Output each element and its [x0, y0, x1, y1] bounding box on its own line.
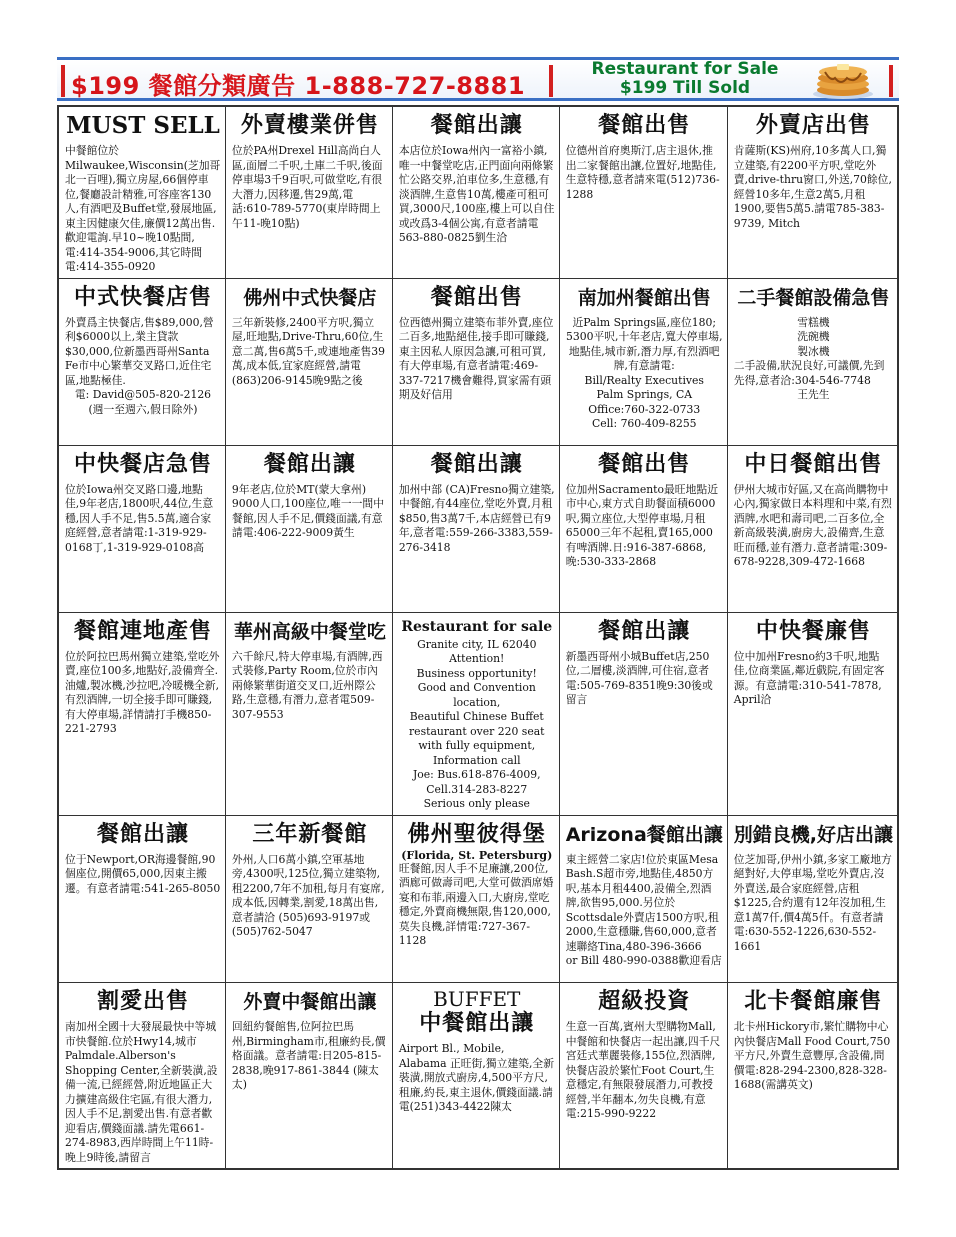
ad-line: Business opportunity! — [416, 666, 537, 680]
classified-ads-grid — [57, 105, 899, 1170]
ad-kansas-takeout — [728, 107, 897, 279]
ad-granite-city-buffet — [393, 613, 560, 816]
ad-body: 位加州Sacramento最旺地點近市中心,東方式自助餐面積6000呎,獨立座位,大型停車場,月租65000三年不起租,賣165,000有啤酒牌.日:916-387-6868,晚:530-333-2868 — [565, 482, 718, 569]
ad-new-mexico-buffet — [560, 613, 728, 816]
ad-title: 外賣樓業併售 — [240, 113, 379, 138]
ad-title: 南加州餐館出售 — [577, 286, 711, 309]
ad-body: 外賣爲主快餐店,售$89,000,營利$6000以上,業主貸款$30,000,位新墨西哥州Santa Fe市中心繁華交叉路口,近住宅區,地點極佳. — [65, 315, 214, 387]
ad-body: 肯薩斯(KS)州府,10多萬人口,獨立建築,有2200平方呎,堂吃外賣,drive-thru窗口,外送,70餘位,經營10多年,生意2萬5,月租1900,要售5萬5.請電785-383-9739, Mitch — [733, 144, 892, 230]
ad-fresno-fastfood — [728, 613, 897, 816]
ad-line: Cell: 760-409-8255 — [591, 417, 697, 430]
ad-subtitle: (Florida, St. Petersburg) — [401, 848, 553, 862]
pancake-stack-icon — [811, 56, 875, 100]
ad-newport-oregon — [59, 816, 226, 983]
ad-body: 位于Newport,OR海邊餐館,90個座位,開價65,000,因東主搬遷。有意者請電:541-265-8050 — [65, 852, 221, 895]
ad-washington-dine-in — [226, 613, 393, 816]
ad-body: 東主經營二家店!位於東區Mesa Bash.S超市旁,地點佳,4850方呎,基本月租4400,設備全,烈酒牌,欲售95,000.另位於Scottsdale外賣店1500方呎,租2000,生意穩賺,售60,000,意者速聯絡Tina,480-396-3666 — [565, 852, 719, 953]
right-red-bar — [889, 65, 893, 97]
middle-red-bar — [549, 65, 553, 97]
ad-title: 餐館出售 — [430, 284, 523, 310]
ad-title: 割愛出售 — [96, 989, 189, 1014]
ad-used-equipment — [728, 279, 897, 446]
ad-line: Joe: Bus.618-876-4009, — [412, 768, 541, 782]
ad-title-en: BUFFET — [433, 987, 521, 1011]
ad-chinese-japanese-restaurant — [728, 446, 897, 613]
ad-austin-restaurant — [560, 107, 728, 279]
left-red-bar — [61, 65, 65, 97]
ad-arizona-restaurant — [560, 816, 728, 983]
ad-title: 北卡餐館廉售 — [744, 989, 883, 1014]
ad-title: MUST SELL — [66, 112, 220, 139]
ad-west-texas-restaurant — [393, 279, 560, 446]
ad-line: 雪糕機 — [797, 315, 830, 329]
ad-body: 六千餘尺,特大停車場,有酒牌,西式裝修,Party Room,位於市內兩條繁華街道交叉口,近州際公路,生意穩,有潛力,意者電509-307-9553 — [231, 649, 383, 721]
ad-body: Airport Bl., Mobile, Alabama 正旺街,獨立建築,全新裝潢,開放式廚房,4,500平方尺,租廉,約長,東主退休,價錢面議.請電(251)343-4422陳太 — [398, 1042, 554, 1113]
ad-title: 餐館出讓 — [263, 451, 356, 477]
ad-palmdale-fastfood — [59, 983, 226, 1168]
header-right-line1: Restaurant for Sale — [591, 59, 779, 79]
ad-title: 中快餐店急售 — [73, 451, 212, 477]
ad-body: 伊州大城市好區,又在高尚購物中心內,獨家做日本料理和中菜,有烈酒牌,水吧和壽司吧,二百多位,全新高級裝潢,廚房大,設備齊,生意旺而穩,並有潛力.意者請電:309-678-9228,309-472-1668 — [733, 482, 892, 569]
ad-alabama-with-property — [59, 613, 226, 816]
ad-body: 位德州首府奧斯汀,店主退休,推出二家餐館出讓,位置好,地點佳,生意特穩,意者請來電(512)736-1288 — [565, 144, 720, 201]
ad-title: 中快餐廉售 — [755, 618, 871, 644]
ad-super-investment — [560, 983, 728, 1168]
ad-body: 新墨西哥州小城Buffet店,250位,二層樓,淡酒牌,可住宿,意者電:505-769-8351晚9:30後或留言 — [565, 649, 713, 707]
ad-contact-hours: (週一至週六,假日除外) — [88, 402, 198, 416]
ad-line: Office:760-322-0733 — [588, 402, 701, 416]
ad-body: 中餐館位於Milwaukee,Wisconsin(芝加哥北一百哩),獨立房屋,66個停車位,餐廳設計精雅,可容座客130人,有酒吧及Buffet堂,發展地區,東主因健康欠佳,廉價12萬出售.歡迎電詢.早10~晚10點間,電:414-354-9006,其它時間電:414-355-0920 — [65, 144, 221, 273]
ad-title: 中式快餐店售 — [73, 284, 212, 310]
ad-body: 位於PA州Drexel Hill高尚白人區,面層二千呎,土庫二千呎,後面停車場3千9百呎,可做堂吃,有很大潛力,因移遷,售29萬,電話:610-789-5770(東岸時間上午11-晚10點) — [231, 144, 383, 230]
header-banner — [57, 57, 899, 101]
ad-body: 加州中部 (CA)Fresno獨立建築,中餐館,有44座位,堂吃外賣,月租$850,售3萬7千,本店經營已有9年,意者電:559-266-3383,559-276-3418 — [398, 482, 555, 554]
ad-body: 外州,人口6萬小鎮,空軍基地旁,4300呎,125位,獨立建築物,租2200,7年不加租,每月有宴席,成本低,因轉業,割愛,18萬出售,意者請洽 (505)693-9197或(505)762-5047 — [231, 852, 385, 939]
ad-sacramento-buffet — [560, 446, 728, 613]
ad-contact: or Bill 480-990-0388歡迎看店 — [565, 954, 722, 968]
ad-body: 位於阿拉巴馬州獨立建築,堂吃外賣,座位100多,地點好,設備齊全.油爐,製冰機,沙拉吧,冷暖機全新,有烈酒牌,一切全接手即可賺錢,有大停車場,詳情請打手機850-221-2793 — [65, 649, 220, 736]
ad-line: Palm Springs, CA — [596, 388, 693, 401]
ad-title: 餐館連地產售 — [73, 618, 212, 644]
ad-fresno-restaurant — [393, 446, 560, 613]
ad-line: Serious only please — [423, 797, 530, 811]
ad-dont-miss-out — [728, 816, 897, 983]
ad-line: Good and Convention location, — [417, 681, 536, 709]
ad-body: 位芝加哥,伊州小鎮,多家工廠地方絕對好,大停車場,堂吃外賣店,沒外賣送,最合家庭經營,店租$1225,合約還有12年沒加租,生意1萬7仟,價4萬5仟。有意者請電:630-552-1226,630-552-1661 — [733, 852, 892, 953]
ad-line: 洗碗機 — [797, 330, 830, 343]
ad-title: 餐館出讓 — [598, 618, 691, 644]
ad-title: 二手餐館設備急售 — [737, 286, 890, 309]
ad-title: 超級投資 — [598, 989, 691, 1014]
ad-line: Granite city, IL 62040 — [417, 637, 537, 651]
ad-takeout-building-sale — [226, 107, 393, 279]
ad-line: Attention! — [449, 652, 505, 666]
ad-iowa-fastfood — [59, 446, 226, 613]
ad-florida-fastfood — [226, 279, 393, 446]
ad-body: 位於Iowa州交叉路口邊,地點佳,9年老店,1800呎,44位,生意穩,因人手不足,售5.5萬,適合家庭經營,意者請電:1-319-929-0168丁,1-319-929-0108高 — [65, 482, 214, 554]
ad-birmingham-takeout — [226, 983, 393, 1168]
ad-line: Beautiful Chinese Buffet restaurant over 220 seat with fully equipment, Information call — [409, 710, 545, 767]
ad-three-year-new-restaurant — [226, 816, 393, 983]
ad-title: 中餐館出讓 — [419, 1011, 535, 1036]
ad-title: 餐館出讓 — [430, 113, 523, 138]
ad-body: 回紐約餐館售,位阿拉巴馬州,Birmingham市,租廉約長,價格面議。意者請電:日205-815-2838,晚917-861-3844 (陳太太) — [231, 1020, 386, 1091]
ad-title: 佛州聖彼得堡 — [407, 821, 546, 847]
ad-title: 餐館出售 — [598, 451, 691, 477]
ad-title: 外賣中餐館出讓 — [243, 991, 377, 1013]
ad-contact: 電: David@505-820-2126 — [74, 388, 212, 401]
ad-title: 餐館出讓 — [96, 821, 189, 847]
ad-title: 中日餐館出售 — [744, 451, 883, 477]
ad-title: 三年新餐館 — [252, 821, 368, 847]
ad-body: 生意一百萬,賓州大型購物Mall,中餐館和快餐店一起出讓,四千尺宮廷式華麗裝修,155位,烈酒牌,快餐店設於繁忙Foot Court,生意穩定,有無限發展潛力,可教授經營,半年翻本,勿失良機,有意電:215-990-9222 — [565, 1020, 721, 1120]
ad-body: 9年老店,位於MT(蒙大拿州) 9000人口,100座位,唯一一間中餐館,因人手不足,價錢面議,有意請電:406-222-9009黃生 — [231, 482, 385, 540]
ad-must-sell — [59, 107, 226, 279]
ad-mobile-buffet — [393, 983, 560, 1168]
ad-body: 位西德州獨立建築布菲外賣,座位二百多,地點絕佳,接手即可賺錢,東主因私人原因急讓,可租可買,有大停車場,有意者請電:469-337-7217機會難得,買家需有頭期及好信用 — [398, 315, 554, 401]
ad-st-petersburg — [393, 816, 560, 983]
ad-iowa-restaurant — [393, 107, 560, 279]
ad-south-california-restaurant — [560, 279, 728, 446]
ad-contact: 王先生 — [797, 388, 830, 401]
ad-montana-restaurant — [226, 446, 393, 613]
ad-body: 南加州全國十大發展最快中等城市快餐館.位於Hwy14,城市Palmdale.Alberson's Shopping Center,全新裝潢,設備一流,已經經營,附近地區正大力擴建高級住宅區,有很大潛力,因人手不足,割愛出售.有意者歡迎看店,價錢面議.請先電661-274-8983,西岸時間上午11時-晚上9時後,請留言 — [65, 1020, 218, 1164]
ad-body: 位中加州Fresno約3千呎,地點佳,位商業區,鄰近戲院,有固定客源。有意請電:310-541-7878, April洽 — [733, 649, 885, 707]
ad-body: 北卡州Hickory市,繁忙購物中心內快餐店Mall Food Court,750平方尺,外賣生意豐厚,含設備,問價電:828-294-2300,828-328-1688(需講英文) — [733, 1020, 891, 1091]
ad-title: Arizona餐館出讓 — [565, 823, 723, 846]
ad-body: 旺餐館,因人手不足廉讓,200位,酒廊可做壽司吧,大堂可做酒席婚宴和布菲,兩邊入口,大廚房,堂吃穩定,外賣商機無限,售120,000,莫失良機,詳情電:727-367-1128 — [398, 861, 554, 948]
ad-santa-fe-fastfood — [59, 279, 226, 446]
ad-body: 本店位於Iowa州內一富裕小鎮,唯一中餐堂吃店,正門面向兩條繁忙公路交界,泊車位多,生意穩,有淡酒牌,生意售10萬,樓產可租可買,3000尺,100座,樓上可以自住或改爲3-4個公寓,有意者請電563-880-0825劉生洽 — [398, 144, 555, 244]
ad-line: Bill/Realty Executives — [584, 373, 704, 387]
ad-body: 二手設備,狀況良好,可議價,先到先得,意者洽:304-546-7748 — [733, 359, 885, 387]
ad-body: 三年新裝修,2400平方呎,獨立屋,旺地點,Drive-Thru,60位,生意二萬,售6萬5千,或連地產售39萬,成本低,宜家庭經營,請電(863)206-9145晚9點之後 — [231, 315, 386, 387]
ad-line: 近Palm Springs區,座位180; — [572, 315, 717, 329]
ad-title: Restaurant for sale — [401, 618, 553, 635]
ad-line: Cell.314-283-8227 — [426, 782, 528, 796]
ad-title: 華州高級中餐堂吃 — [233, 620, 386, 643]
ad-title: 餐館出售 — [598, 113, 691, 138]
ad-line: 5300平呎,十年老店,寬大停車場,地點佳,城市新,潛力厚,有烈酒吧牌,有意請電: — [565, 330, 723, 372]
ad-title: 外賣店出售 — [755, 113, 871, 138]
ad-title: 別錯良機,好店出讓 — [733, 823, 893, 846]
header-right-line2: $199 Till Sold — [619, 78, 751, 98]
ad-line: 製冰機 — [797, 344, 830, 358]
ad-north-carolina-fastfood — [728, 983, 897, 1168]
ad-title: 佛州中式快餐店 — [243, 286, 377, 309]
header-left-text: $199 餐館分類廣告 1-888-727-8881 — [71, 72, 526, 100]
ad-title: 餐館出讓 — [430, 451, 523, 477]
header-right-text — [560, 60, 810, 98]
